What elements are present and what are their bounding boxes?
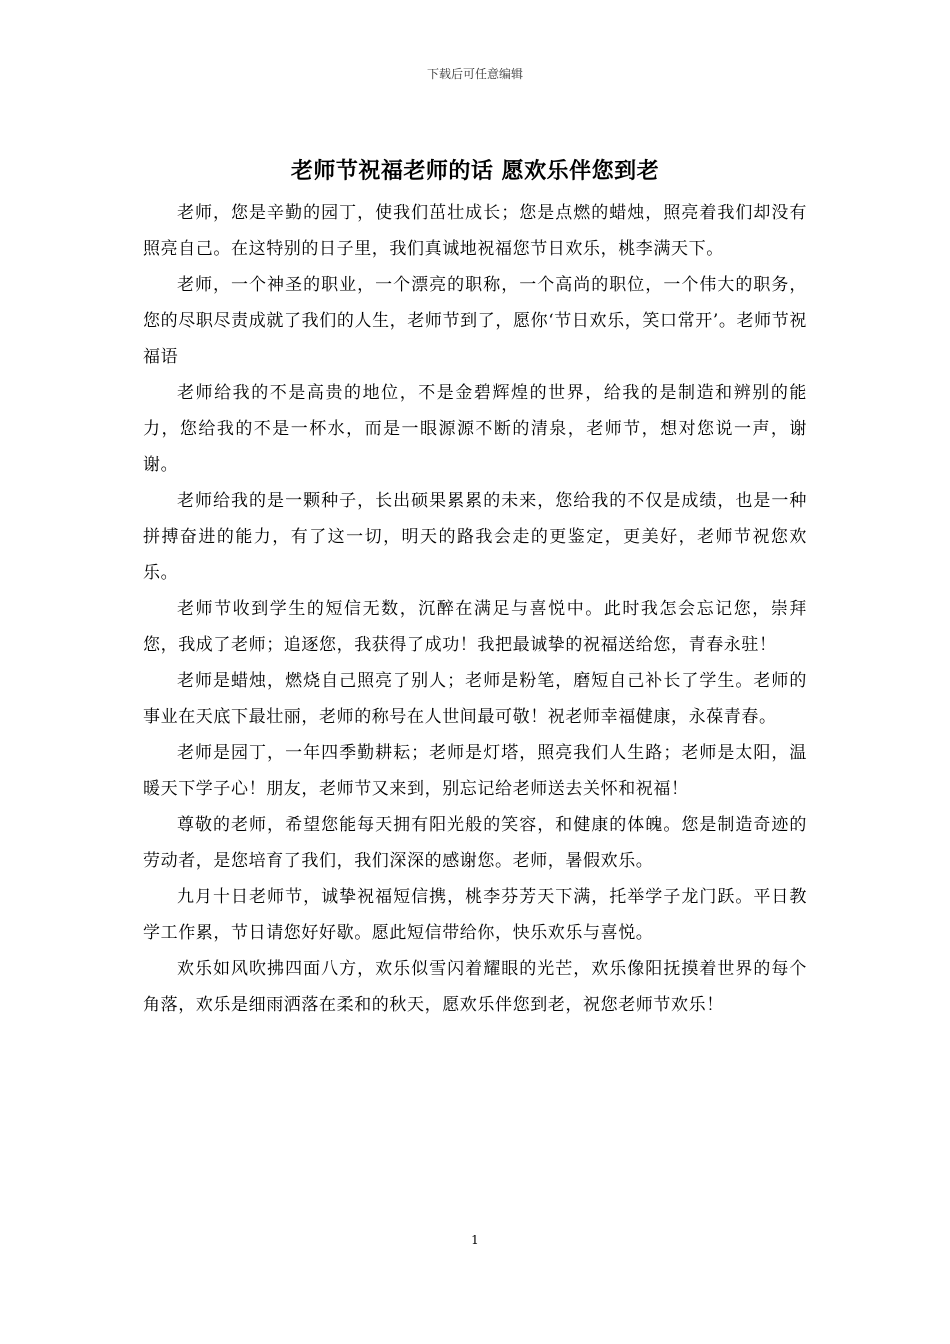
paragraph-2: 老师，一个神圣的职业，一个漂亮的职称，一个高尚的职位，一个伟大的职务，您的尽职尽责成就了我们的人生，老师节到了，愿你‘节日欢乐，笑口常开’。老师节祝福语 xyxy=(143,275,807,367)
document-body xyxy=(143,195,807,1023)
paragraph-8: 尊敬的老师，希望您能每天拥有阳光般的笑容，和健康的体魄。您是制造奇迹的劳动者，是您培育了我们，我们深深的感谢您。老师，暑假欢乐。 xyxy=(143,815,807,871)
paragraph-3: 老师给我的不是高贵的地位，不是金碧辉煌的世界，给我的是制造和辨别的能力，您给我的不是一杯水，而是一眼源源不断的清泉，老师节，想对您说一声，谢谢。 xyxy=(143,383,807,475)
paragraph-4: 老师给我的是一颗种子，长出硕果累累的未来，您给我的不仅是成绩，也是一种拼搏奋进的能力，有了这一切，明天的路我会走的更鉴定，更美好，老师节祝您欢乐。 xyxy=(143,491,807,583)
paragraph-1: 老师，您是辛勤的园丁，使我们茁壮成长；您是点燃的蜡烛，照亮着我们却没有照亮自己。在这特别的日子里，我们真诚地祝福您节日欢乐，桃李满天下。 xyxy=(143,203,807,259)
document-title: 老师节祝福老师的话 愿欢乐伴您到老 xyxy=(290,158,660,184)
paragraph-5: 老师节收到学生的短信无数，沉醉在满足与喜悦中。此时我怎会忘记您，崇拜您，我成了老师；追逐您，我获得了成功！我把最诚挚的祝福送给您，青春永驻！ xyxy=(143,599,807,655)
paragraph-10: 欢乐如风吹拂四面八方，欢乐似雪闪着耀眼的光芒，欢乐像阳抚摸着世界的每个角落，欢乐是细雨洒落在柔和的秋天，愿欢乐伴您到老，祝您老师节欢乐！ xyxy=(143,959,807,1015)
paragraph-7: 老师是园丁，一年四季勤耕耘；老师是灯塔，照亮我们人生路；老师是太阳，温暖天下学子心！朋友，老师节又来到，别忘记给老师送去关怀和祝福！ xyxy=(143,743,807,799)
page-number: 1 xyxy=(471,1233,479,1247)
paragraph-9: 九月十日老师节，诚挚祝福短信携，桃李芬芳天下满，托举学子龙门跃。平日教学工作累，节日请您好好歇。愿此短信带给你，快乐欢乐与喜悦。 xyxy=(143,887,807,943)
paragraph-6: 老师是蜡烛，燃烧自己照亮了别人；老师是粉笔，磨短自己补长了学生。老师的事业在天底下最壮丽，老师的称号在人世间最可敬！祝老师幸福健康，永葆青春。 xyxy=(143,671,807,727)
page-header-note: 下载后可任意编辑 xyxy=(426,67,523,81)
